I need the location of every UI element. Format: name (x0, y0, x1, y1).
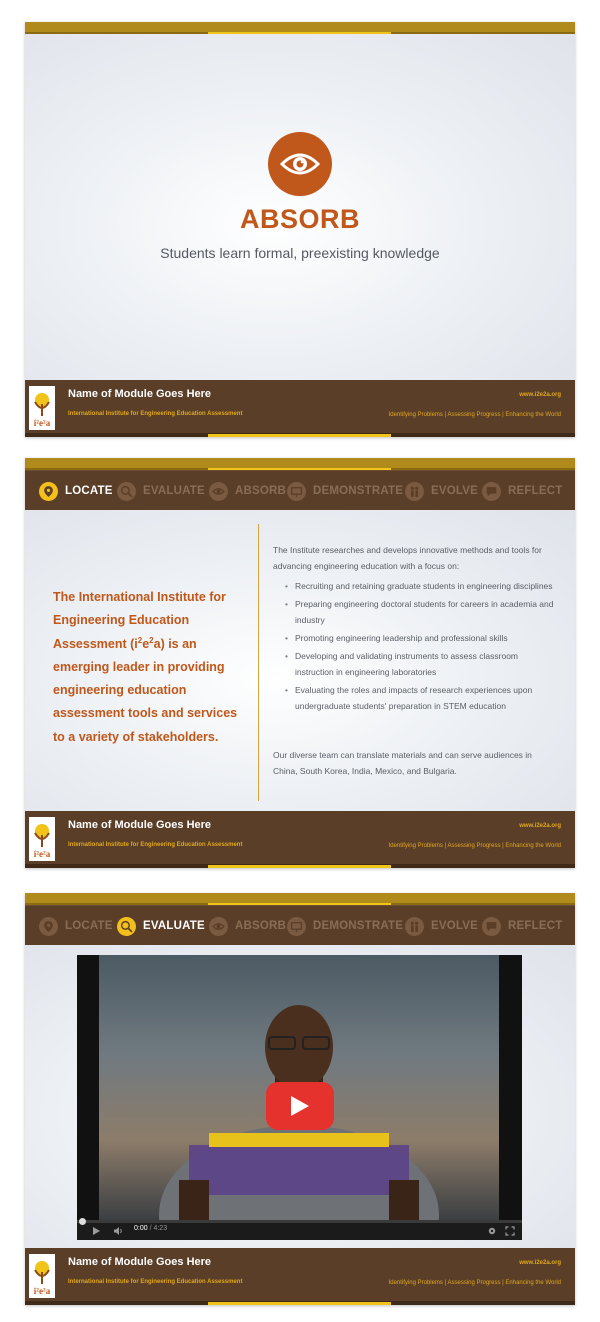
nav-evaluate[interactable]: EVALUATE (117, 906, 205, 946)
slide-absorb (25, 22, 575, 437)
nav-demonstrate[interactable]: DEMONSTRATE (287, 906, 403, 946)
nav-bar (25, 470, 575, 511)
list-item: • Preparing engineering doctoral students for careers in academia and industry (273, 596, 558, 628)
play-small-icon[interactable] (91, 1226, 101, 1236)
website-link[interactable]: www.i2e2a.org (519, 392, 561, 398)
column-divider (258, 524, 259, 801)
presentation-icon (287, 917, 306, 936)
video-player[interactable] (77, 955, 522, 1240)
nav-reflect[interactable]: REFLECT (482, 906, 562, 946)
nav-reflect[interactable]: REFLECT (482, 471, 562, 511)
module-name: Name of Module Goes Here (68, 388, 212, 400)
institute-name: International Institute for Engineering Education Assessment (68, 411, 243, 417)
top-bar (25, 458, 575, 470)
focus-list (273, 578, 558, 716)
list-item: • Developing and validating instruments to assess classroom instruction in engineering laboratories (273, 648, 558, 680)
nav-locate[interactable]: LOCATE (39, 471, 113, 511)
slide-title: ABSORB (239, 204, 360, 234)
progress-bar[interactable] (77, 1220, 522, 1223)
nav-absorb[interactable]: ABSORB (209, 471, 286, 511)
volume-icon[interactable] (113, 1226, 123, 1236)
video-controls (77, 1220, 522, 1240)
website-link[interactable]: www.i2e2a.org (519, 823, 561, 829)
location-pin-icon (39, 917, 58, 936)
speech-bubble-icon (482, 482, 501, 501)
time-display: 0:00 / 4:23 (134, 1225, 168, 1232)
lead-statement: The International Institute for Engineering Education Assessment $(i^2e^2a)$ is an emerging leader in providing engineering education assessment tools and services to a variety of stakeholders. (53, 590, 238, 744)
presentation-icon (287, 482, 306, 501)
footer (25, 811, 575, 868)
slide-evaluate (25, 893, 575, 1305)
list-item: • Recruiting and retaining graduate students in engineering disciplines (273, 578, 558, 594)
intro-text: The Institute researches and develops innovative methods and tools for advancing engineering education with a focus on: (273, 545, 542, 571)
eye-icon (209, 482, 228, 501)
footer (25, 380, 575, 437)
location-pin-icon (39, 482, 58, 501)
module-name: Name of Module Goes Here (68, 1256, 212, 1268)
speech-bubble-icon (482, 917, 501, 936)
eye-icon (209, 917, 228, 936)
eye-icon (268, 132, 332, 196)
list-item: • Promoting engineering leadership and professional skills (273, 630, 558, 646)
top-bar (25, 893, 575, 905)
nav-demonstrate[interactable]: DEMONSTRATE (287, 471, 403, 511)
progress-handle[interactable] (79, 1218, 86, 1225)
top-bar (25, 22, 575, 34)
website-link[interactable]: www.i2e2a.org (519, 1260, 561, 1266)
i2e2a-logo: i²e²a (29, 817, 55, 861)
nav-absorb[interactable]: ABSORB (209, 906, 286, 946)
i2e2a-logo: i²e²a (29, 386, 55, 430)
globe-search-icon (117, 482, 136, 501)
play-button[interactable] (266, 1082, 334, 1130)
nav-evaluate[interactable]: EVALUATE (117, 471, 205, 511)
nav-locate[interactable]: LOCATE (39, 906, 113, 946)
tagline: Identifying Problems | Assessing Progress | Enhancing the World (388, 412, 561, 418)
institute-name: International Institute for Engineering Education Assessment (68, 842, 243, 848)
i2e2a-logo: i²e²a (29, 1254, 55, 1298)
institute-name: International Institute for Engineering Education Assessment (68, 1279, 243, 1285)
settings-icon[interactable] (487, 1226, 497, 1236)
footer (25, 1248, 575, 1305)
nav-evolve[interactable]: EVOLVE (405, 471, 478, 511)
outro-text: Our diverse team can translate materials and can serve audiences in China, South Korea, India, Mexico, and Bulgaria. (273, 750, 532, 776)
module-name: Name of Module Goes Here (68, 819, 212, 831)
fullscreen-icon[interactable] (505, 1226, 515, 1236)
people-icon (405, 917, 424, 936)
globe-search-icon (117, 917, 136, 936)
slide-locate (25, 458, 575, 868)
slide-subtitle: Students learn formal, preexisting knowledge (160, 245, 440, 261)
nav-bar (25, 905, 575, 946)
play-icon (289, 1094, 311, 1118)
tagline: Identifying Problems | Assessing Progress | Enhancing the World (388, 1280, 561, 1286)
list-item: • Evaluating the roles and impacts of research experiences upon undergraduate students' preparation in STEM education (273, 682, 558, 714)
nav-evolve[interactable]: EVOLVE (405, 906, 478, 946)
people-icon (405, 482, 424, 501)
tagline: Identifying Problems | Assessing Progress | Enhancing the World (388, 843, 561, 849)
